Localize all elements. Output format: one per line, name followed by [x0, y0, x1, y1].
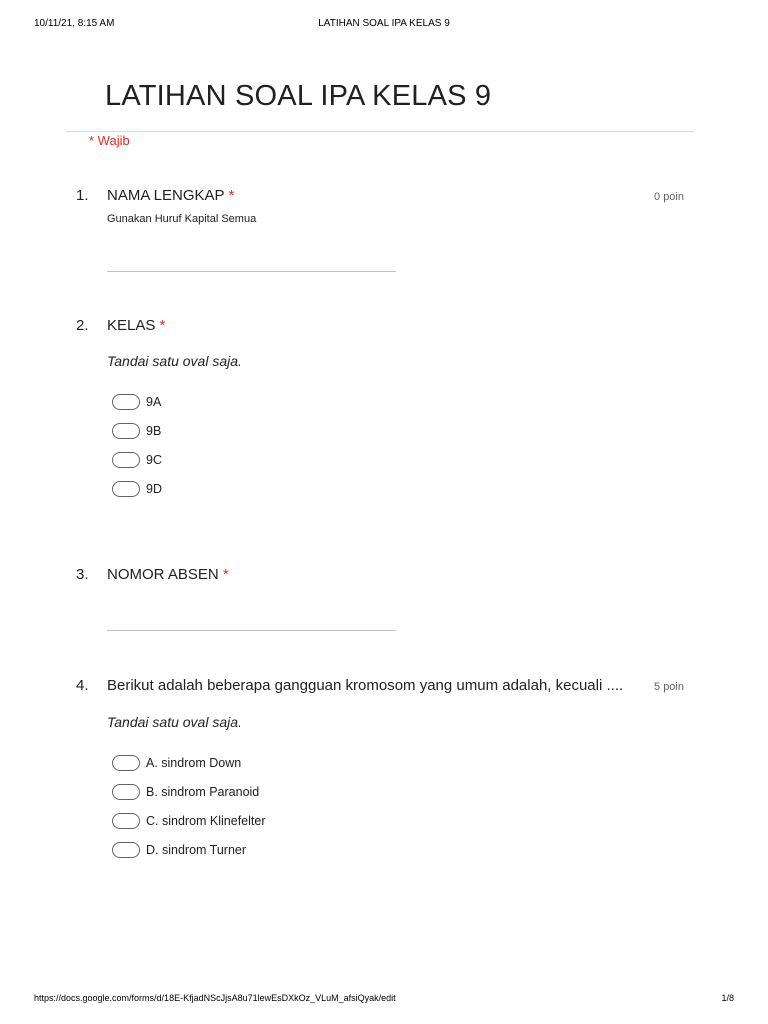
question-number: 1.	[76, 187, 89, 204]
question-title	[107, 187, 234, 204]
radio-oval[interactable]	[112, 784, 140, 800]
option-9a[interactable]	[112, 393, 161, 411]
option-d[interactable]	[112, 841, 246, 859]
question-title-text: NOMOR ABSEN	[107, 566, 219, 583]
option-label: C. sindrom Klinefelter	[146, 814, 266, 828]
question-instruction: Tandai satu oval saja.	[107, 714, 242, 730]
option-b[interactable]	[112, 783, 259, 801]
radio-oval[interactable]	[112, 481, 140, 497]
print-footer	[34, 993, 734, 1007]
option-label: 9C	[146, 453, 162, 467]
question-points: 0 poin	[654, 191, 684, 203]
print-datetime: 10/11/21, 8:15 AM	[34, 18, 115, 29]
required-star: *	[228, 187, 235, 204]
title-divider	[66, 131, 694, 132]
required-star: *	[222, 566, 229, 583]
required-note: * Wajib	[89, 133, 130, 148]
question-title-text: NAMA LENGKAP	[107, 187, 225, 204]
question-number: 3.	[76, 566, 89, 583]
radio-oval[interactable]	[112, 394, 140, 410]
page-number: 1/8	[721, 993, 734, 1003]
required-star: *	[159, 317, 166, 334]
question-description: Gunakan Huruf Kapital Semua	[107, 213, 257, 225]
radio-oval[interactable]	[112, 813, 140, 829]
option-label: 9A	[146, 395, 162, 409]
question-number: 2.	[76, 317, 89, 334]
form-title: LATIHAN SOAL IPA KELAS 9	[105, 80, 492, 112]
print-url: https://docs.google.com/forms/d/18E-KfjadNScJjsA8u71lewEsDXkOz_VLuM_afsiQyak/edit	[34, 993, 396, 1003]
option-9c[interactable]	[112, 451, 162, 469]
option-9d[interactable]	[112, 480, 162, 498]
print-header	[34, 18, 734, 32]
absen-answer-field[interactable]	[107, 630, 396, 631]
option-c[interactable]	[112, 812, 266, 830]
question-title	[107, 317, 165, 334]
radio-oval[interactable]	[112, 452, 140, 468]
option-label: D. sindrom Turner	[146, 843, 247, 857]
radio-oval[interactable]	[112, 423, 140, 439]
print-doc-title: LATIHAN SOAL IPA KELAS 9	[318, 18, 450, 29]
name-answer-field[interactable]	[107, 271, 396, 272]
option-label: 9D	[146, 482, 162, 496]
radio-oval[interactable]	[112, 842, 140, 858]
option-a[interactable]	[112, 754, 241, 772]
question-title: Berikut adalah beberapa gangguan kromosom yang umum adalah, kecuali ....	[107, 677, 624, 694]
option-label: B. sindrom Paranoid	[146, 785, 260, 799]
question-number: 4.	[76, 677, 89, 694]
question-title	[107, 566, 229, 583]
option-label: A. sindrom Down	[146, 756, 242, 770]
question-instruction: Tandai satu oval saja.	[107, 353, 242, 369]
radio-oval[interactable]	[112, 755, 140, 771]
question-points: 5 poin	[654, 681, 684, 693]
question-title-text: KELAS	[107, 317, 156, 334]
option-label: 9B	[146, 424, 162, 438]
option-9b[interactable]	[112, 422, 161, 440]
